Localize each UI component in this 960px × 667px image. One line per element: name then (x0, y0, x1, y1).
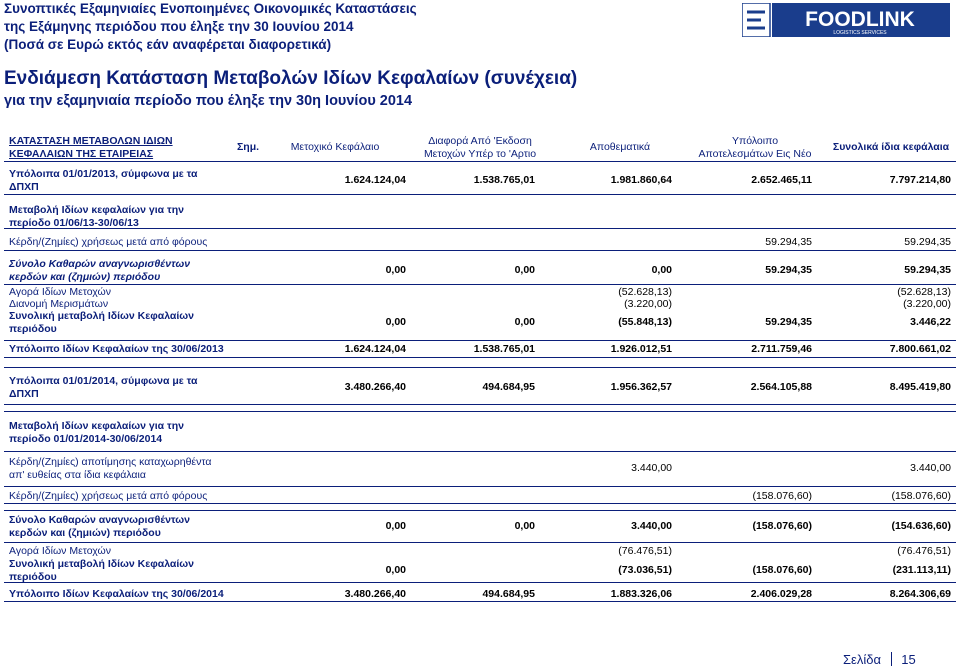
cell-value: 1.538.765,01 (473, 343, 535, 355)
row-label-line: Κέρδη/(Ζημίες) αποτίμησης καταχωρηθέντα (9, 456, 212, 468)
header-line-1: Συνοπτικές Εξαμηνιαίες Ενοποιημένες Οικονομικές Καταστάσεις (4, 1, 417, 16)
page-number-value: 15 (901, 652, 916, 667)
cell-value: 1.624.124,04 (344, 343, 406, 355)
cell-value: 1.883.326,06 (610, 588, 672, 600)
row-label-line: Υπόλοιπο Ιδίων Κεφαλαίων της 30/06/2014 (9, 588, 224, 600)
row-label (9, 310, 194, 336)
cell-value: 2.711.759,46 (751, 343, 812, 355)
row-label (9, 490, 207, 503)
page-title: Ενδιάμεση Κατάσταση Μεταβολών Ιδίων Κεφαλαίων (συνέχεια) (4, 68, 578, 89)
page-label: Σελίδα (843, 652, 881, 667)
col-header-retained-line-1: Υπόλοιπο (731, 135, 779, 147)
row-label-line: ΔΠΧΠ (9, 181, 39, 193)
cell-value: (76.476,51) (897, 545, 951, 557)
col-header-retained (680, 135, 830, 161)
col-header-reserves: Αποθεματικά (589, 141, 651, 153)
cell-value: 3.440,00 (910, 462, 951, 474)
cell-value: 59.294,35 (904, 236, 951, 248)
rule-line (4, 161, 956, 162)
cell-value: (76.476,51) (618, 545, 672, 557)
cell-value: (3.220,00) (903, 298, 951, 310)
rule-line (4, 284, 956, 285)
row-label-line: Διανομή Μερισμάτων (9, 298, 109, 310)
cell-value: 2.652.465,11 (751, 174, 812, 186)
rule-line (4, 250, 956, 251)
row-label (9, 258, 190, 284)
row-label (9, 514, 190, 540)
row-label (9, 456, 211, 482)
row-label-line: Αγορά Ιδίων Μετοχών (9, 286, 111, 298)
row-label-line: Υπόλοιπο Ιδίων Κεφαλαίων της 30/06/2013 (9, 343, 224, 355)
rule-line (4, 357, 956, 358)
cell-value: (52.628,13) (897, 286, 951, 298)
row-label-line: απ' ευθείας στα ίδια κεφάλαια (9, 469, 146, 481)
cell-value: 0,00 (385, 264, 406, 276)
cell-value: 0,00 (651, 264, 672, 276)
row-label-line: περίοδο 01/06/13-30/06/13 (9, 217, 139, 229)
cell-value: 3.440,00 (631, 520, 672, 532)
cell-value: (158.076,60) (891, 490, 951, 502)
cell-value: 3.446,22 (910, 316, 951, 328)
logo-subtext: LOGISTICS SERVICES (833, 30, 887, 36)
rule-line (4, 367, 956, 368)
row-label-line: Υπόλοιπα 01/01/2014, σύμφωνα με τα (9, 375, 198, 387)
row-label (9, 558, 194, 584)
row-label-line: περιόδου (9, 323, 57, 335)
row-label-line: Υπόλοιπα 01/01/2013, σύμφωνα με τα (9, 168, 198, 180)
cell-value: 59.294,35 (765, 316, 812, 328)
row-label (9, 168, 198, 194)
row-label-line: Σύνολο Καθαρών αναγνωρισθέντων (9, 258, 191, 270)
rule-line (4, 601, 956, 602)
foodlink-logo (742, 3, 950, 37)
report-header (4, 0, 417, 54)
row-label-line: Αγορά Ιδίων Μετοχών (9, 545, 111, 557)
cell-value: 2.564.105,88 (750, 381, 812, 393)
row-label-line: περιόδου (9, 571, 57, 583)
cell-value: 3.480.266,40 (344, 588, 406, 600)
row-label-line: Συνολική μεταβολή Ιδίων Κεφαλαίων (9, 558, 195, 570)
row-label-line: Μεταβολή Ιδίων κεφαλαίων για την (9, 204, 184, 216)
table-title-line-2: ΚΕΦΑΛΑΙΩΝ ΤΗΣ ΕΤΑΙΡΕΙΑΣ (9, 148, 154, 160)
cell-value: 1.981.860,64 (610, 174, 672, 186)
header-line-2: της Εξάμηνης περιόδου που έληξε την 30 Ιουνίου 2014 (4, 19, 354, 34)
rule-line (4, 451, 956, 452)
cell-value: 494.684,95 (482, 588, 535, 600)
page-number (843, 652, 916, 667)
cell-value: 8.495.419,80 (889, 381, 951, 393)
row-label (9, 343, 224, 356)
cell-value: 1.624.124,04 (344, 174, 406, 186)
row-label-line: Μεταβολή Ιδίων κεφαλαίων για την (9, 420, 184, 432)
rule-line (4, 411, 956, 412)
row-label-line: Κέρδη/(Ζημίες) χρήσεως μετά από φόρους (9, 490, 208, 502)
cell-value: (3.220,00) (624, 298, 672, 310)
table-title (9, 135, 173, 161)
col-header-share-premium (400, 135, 560, 161)
cell-value: (231.113,11) (892, 564, 951, 576)
cell-value: 494.684,95 (482, 381, 535, 393)
table-title-line-1: ΚΑΤΑΣΤΑΣΗ ΜΕΤΑΒΟΛΩΝ ΙΔΙΩΝ (9, 135, 173, 147)
row-label (9, 545, 111, 558)
cell-value: 7.797.214,80 (889, 174, 951, 186)
row-label-line: κερδών και (ζημιών) περιόδου (9, 527, 161, 539)
cell-value: 1.956.362,57 (610, 381, 672, 393)
cell-value: (52.628,13) (618, 286, 672, 298)
row-label-line: Κέρδη/(Ζημίες) χρήσεως μετά από φόρους (9, 236, 208, 248)
col-header-note: Σημ. (237, 141, 260, 153)
rule-line (4, 503, 956, 504)
col-header-total: Συνολικά ίδια κεφάλαια (832, 141, 950, 153)
cell-value: 7.800.661,02 (889, 343, 951, 355)
cell-value: 59.294,35 (765, 264, 812, 276)
rule-line (4, 510, 956, 511)
cell-value: 0,00 (385, 520, 406, 532)
cell-value: (73.036,51) (618, 564, 672, 576)
page-divider (891, 652, 892, 666)
cell-value: 0,00 (385, 316, 406, 328)
row-label (9, 236, 207, 249)
row-label-line: κερδών και (ζημιών) περιόδου (9, 271, 161, 283)
cell-value: (158.076,60) (752, 564, 812, 576)
rule-line (4, 194, 956, 195)
cell-value: (158.076,60) (752, 520, 812, 532)
cell-value: 1.538.765,01 (473, 174, 535, 186)
logo-text: FOODLINK (805, 8, 915, 31)
col-header-retained-line-2: Αποτελεσμάτων Εις Νέο (698, 148, 812, 160)
row-label-line: περίοδο 01/01/2014-30/06/2014 (9, 433, 163, 445)
rule-line (4, 542, 956, 543)
col-header-share-capital: Μετοχικό Κεφάλαιο (290, 141, 380, 153)
cell-value: (55.848,13) (618, 316, 672, 328)
cell-value: 8.264.306,69 (889, 588, 951, 600)
header-line-3: (Ποσά σε Ευρώ εκτός εάν αναφέρεται διαφορετικά) (4, 37, 332, 52)
cell-value: 0,00 (385, 564, 406, 576)
rule-line (4, 404, 956, 405)
cell-value: (158.076,60) (752, 490, 812, 502)
row-label (9, 204, 184, 230)
cell-value: 59.294,35 (904, 264, 951, 276)
cell-value: 3.440,00 (631, 462, 672, 474)
row-label-line: Σύνολο Καθαρών αναγνωρισθέντων (9, 514, 191, 526)
col-header-share-premium-line-2: Μετοχών Υπέρ το 'Αρτιο (423, 148, 537, 160)
row-label-line: Συνολική μεταβολή Ιδίων Κεφαλαίων (9, 310, 195, 322)
rule-line (4, 486, 956, 487)
cell-value: (154.636,60) (891, 520, 951, 532)
rule-line (4, 340, 956, 341)
cell-value: 0,00 (514, 520, 535, 532)
cell-value: 1.926.012,51 (610, 343, 672, 355)
cell-value: 2.406.029,28 (750, 588, 812, 600)
row-label (9, 420, 184, 446)
col-header-share-premium-line-1: Διαφορά Από 'Εκδοση (428, 135, 532, 147)
row-label-line: ΔΠΧΠ (9, 388, 39, 400)
page-subtitle: για την εξαμηνιαία περίοδο που έληξε την 30η Ιουνίου 2014 (4, 93, 413, 109)
cell-value: 3.480.266,40 (344, 381, 406, 393)
cell-value: 59.294,35 (765, 236, 812, 248)
row-label (9, 588, 224, 601)
cell-value: 0,00 (514, 264, 535, 276)
cell-value: 0,00 (514, 316, 535, 328)
row-label (9, 375, 198, 401)
